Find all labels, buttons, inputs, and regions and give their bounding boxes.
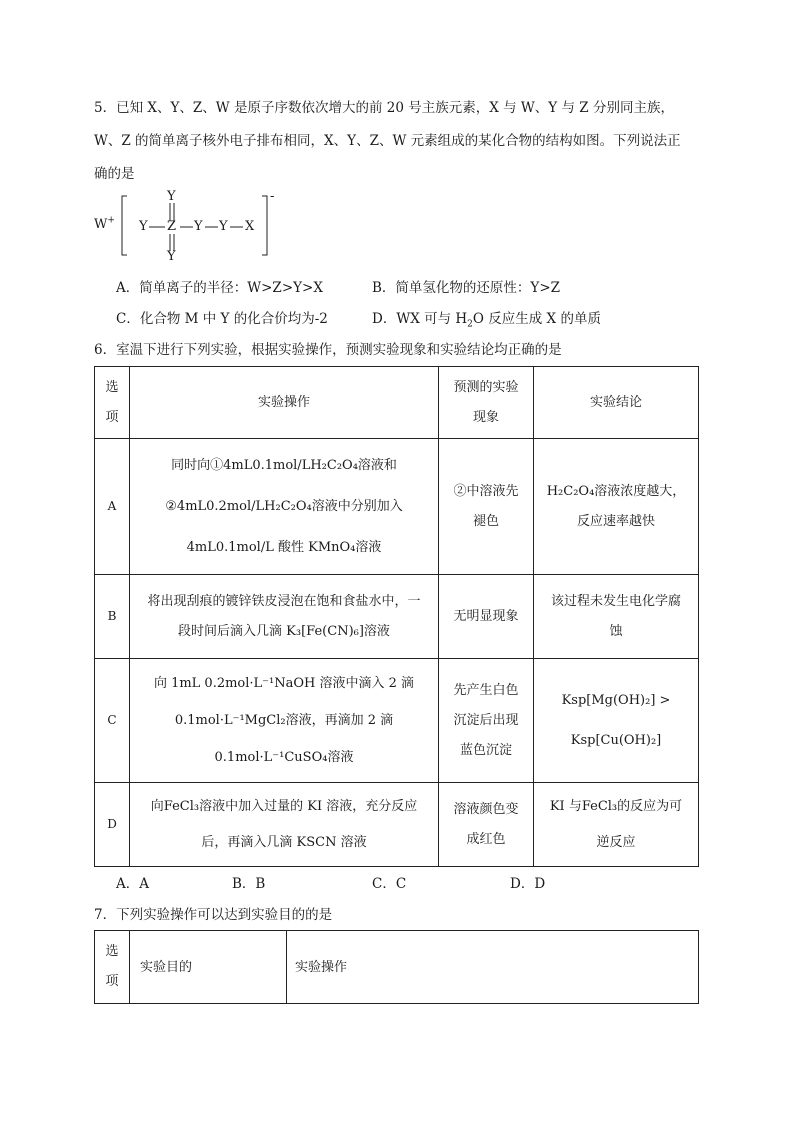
row-phenomenon: 无明显现象: [439, 575, 534, 659]
row-conclusion: H₂C₂O₄溶液浓度越大， 反应速率越快: [534, 439, 699, 575]
structure-atom: Y: [219, 219, 228, 234]
q5-option-b[interactable]: B．简单氢化物的还原性：Y>Z: [372, 280, 561, 296]
table-row: [95, 439, 699, 575]
structure-diagram: [94, 188, 294, 263]
table-row: [95, 659, 699, 783]
row-operation: 将出现刮痕的镀锌铁皮浸泡在饱和食盐水中，一 段时间后滴入几滴 K₃[Fe(CN)₆]溶液: [130, 575, 439, 659]
structure-anion-charge: -: [270, 189, 275, 204]
structure-atom-top: Y: [167, 189, 176, 204]
q6-header-conclusion: 实验结论: [534, 367, 699, 439]
row-phenomenon: 先产生白色 沉淀后出现 蓝色沉淀: [439, 659, 534, 783]
row-label: C: [95, 659, 130, 783]
structure-atom: Y: [194, 219, 203, 234]
row-label: A: [95, 439, 130, 575]
q6-header-row: [95, 367, 699, 439]
q6-answer-c[interactable]: C．C: [372, 876, 407, 892]
q5-stem-line1: 5．已知 X、Y、Z、W 是原子序数依次增大的前 20 号主族元素，X 与 W、Y 与 Z 分别同主族，: [94, 100, 674, 116]
row-phenomenon: 溶液颜色变 成红色: [439, 783, 534, 867]
structure-cation: W+: [94, 215, 115, 232]
row-conclusion: KI 与FeCl₃的反应为可 逆反应: [534, 783, 699, 867]
q6-answer-a[interactable]: A．A: [116, 876, 149, 892]
q7-stem: 7．下列实验操作可以达到实验目的的是: [94, 907, 333, 923]
q5-option-d[interactable]: D．WX 可与 $H_2O$ 反应生成 X 的单质: [372, 311, 601, 330]
row-label: B: [95, 575, 130, 659]
q5-stem-line2: W、Z 的简单离子核外电子排布相同，X、Y、Z、W 元素组成的某化合物的结构如图。下列说法正: [94, 133, 681, 149]
q6-table: [94, 366, 699, 867]
structure-atom-bottom: Y: [167, 249, 176, 264]
table-row: [95, 575, 699, 659]
row-operation: 向 1mL 0.2mol·L⁻¹NaOH 溶液中滴入 2 滴 0.1mol·L⁻¹MgCl₂溶液，再滴加 2 滴 0.1mol·L⁻¹CuSO₄溶液: [130, 659, 439, 783]
q5-stem-line3: 确的是: [94, 166, 135, 182]
q7-header-operation: 实验操作: [287, 931, 699, 1004]
q5-option-a[interactable]: A．简单离子的半径：W>Z>Y>X: [116, 280, 323, 296]
row-conclusion: Ksp[Mg(OH)₂] > Ksp[Cu(OH)₂]: [534, 659, 699, 783]
structure-atom: Y: [139, 219, 148, 234]
q7-header-option: 选 项: [95, 931, 130, 1004]
q7-header-row: [95, 931, 699, 1004]
q7-header-purpose: 实验目的: [130, 931, 287, 1004]
q6-stem: 6．室温下进行下列实验，根据实验操作，预测实验现象和实验结论均正确的是: [94, 342, 562, 358]
row-operation: 同时向①4mL0.1mol/LH₂C₂O₄溶液和 ②4mL0.2mol/LH₂C₂O₄溶液中分别加入 4mL0.1mol/L 酸性 KMnO₄溶液: [130, 439, 439, 575]
structure-atom: Z: [167, 219, 177, 234]
row-operation: 向FeCl₃溶液中加入过量的 KI 溶液，充分反应 后，再滴入几滴 KSCN 溶液: [130, 783, 439, 867]
row-conclusion: 该过程未发生电化学腐 蚀: [534, 575, 699, 659]
q6-header-phenomenon: 预测的实验 现象: [439, 367, 534, 439]
table-row: [95, 783, 699, 867]
row-label: D: [95, 783, 130, 867]
q6-answer-b[interactable]: B．B: [232, 876, 266, 892]
q6-header-option: 选 项: [95, 367, 130, 439]
row-phenomenon: ②中溶液先 褪色: [439, 439, 534, 575]
q5-option-c[interactable]: C．化合物 M 中 Y 的化合价均为-2: [116, 311, 328, 327]
structure-atom: X: [245, 219, 255, 234]
q7-table: [94, 930, 699, 1004]
q6-answer-d[interactable]: D．D: [510, 876, 546, 892]
q6-header-operation: 实验操作: [130, 367, 439, 439]
